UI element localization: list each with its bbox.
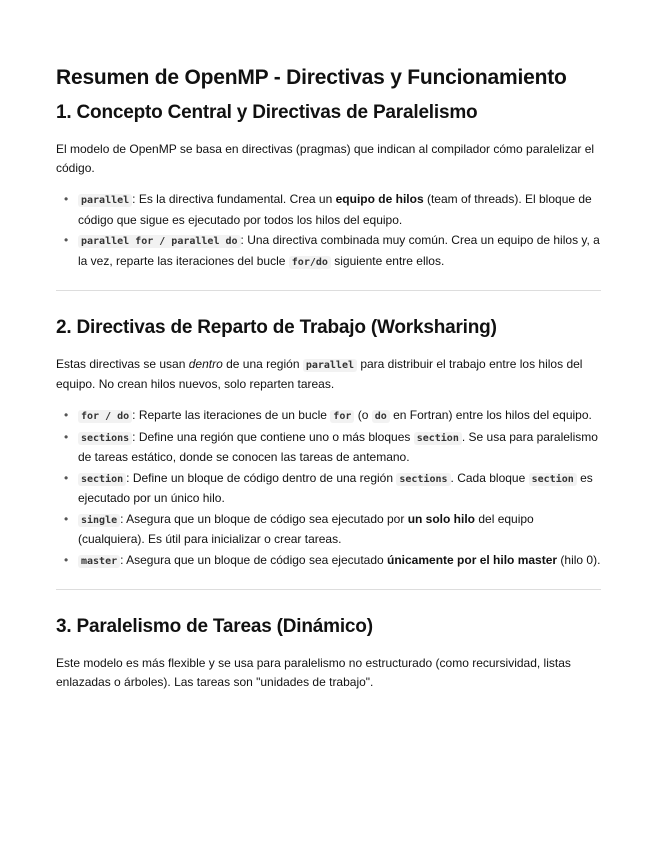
section-worksharing <box>56 315 601 571</box>
list-item-parallel-for <box>78 231 601 272</box>
list-item-sections <box>78 428 601 468</box>
intro-emphasis: dentro <box>188 357 223 371</box>
section-concepto-central <box>56 100 601 272</box>
section-intro: Este modelo es más flexible y se usa para paralelismo no estructurado (como recursividad, listas enlazadas o árboles). Las tareas son "unidades de trabajo". <box>56 656 571 689</box>
item-text: : Asegura que un bloque de código sea ejecutado por <box>120 511 408 526</box>
section-intro <box>56 355 601 394</box>
code-sections: sections <box>78 432 132 445</box>
item-text: . Se usa para paralelismo de tareas estático, donde se conocen las tareas de antemano. <box>78 429 598 464</box>
item-bold: equipo de hilos <box>335 192 424 206</box>
section-heading: 3. Paralelismo de Tareas (Dinámico) <box>56 616 373 637</box>
section-heading: 1. Concepto Central y Directivas de Paralelismo <box>56 102 478 123</box>
item-text: : Es la directiva fundamental. Crea un <box>132 192 336 206</box>
section-divider <box>56 589 601 590</box>
code-parallel: parallel <box>303 359 357 372</box>
item-text: : Reparte las iteraciones de un bucle <box>132 408 331 422</box>
code-for: for <box>330 410 354 423</box>
item-text: es ejecutado por un único hilo. <box>78 470 593 505</box>
list-item-section <box>78 469 601 509</box>
list-item-for-do <box>78 406 601 427</box>
item-text: del equipo (cualquiera). Es útil para inicializar o crear tareas. <box>78 511 534 546</box>
directive-list <box>56 190 601 272</box>
code-for-do: for/do <box>289 256 331 269</box>
code-parallel-for: parallel for / parallel do <box>78 235 241 248</box>
code-section: section <box>78 473 126 486</box>
code-for-do: for / do <box>78 410 132 423</box>
code-section: section <box>414 432 462 445</box>
section-heading: 2. Directivas de Reparto de Trabajo (Worksharing) <box>56 317 497 338</box>
intro-text: Estas directivas se usan <box>56 357 189 371</box>
item-text: (o <box>354 408 372 422</box>
code-master: master <box>78 555 120 568</box>
item-text: siguiente entre ellos. <box>330 253 445 268</box>
item-text: : Asegura que un bloque de código sea ejecutado <box>120 552 388 567</box>
item-bold: un solo hilo <box>407 511 476 526</box>
section-intro: El modelo de OpenMP se basa en directivas (pragmas) que indican al compilador cómo paralelizar el código. <box>56 142 595 175</box>
item-text: : Una directiva combinada muy común. Crea un equipo de hilos y, a la vez, reparte las iteraciones del bucle <box>78 233 600 268</box>
item-text: : Define un bloque de código dentro de una región <box>126 470 397 485</box>
list-item-single <box>78 510 601 550</box>
intro-text: para distribuir el trabajo entre los hilos del equipo. No crean hilos nuevos, solo reparten tareas. <box>56 357 583 391</box>
item-text: . Cada bloque <box>450 470 529 485</box>
directive-list <box>56 406 601 571</box>
page-title: Resumen de OpenMP - Directivas y Funcionamiento <box>56 66 567 89</box>
code-do: do <box>372 410 390 423</box>
item-text: en Fortran) entre los hilos del equipo. <box>389 408 592 422</box>
intro-text: de una región <box>222 357 303 371</box>
code-single: single <box>78 514 120 527</box>
item-text: (hilo 0). <box>557 552 601 567</box>
code-section: section <box>529 473 577 486</box>
item-bold: únicamente por el hilo master <box>387 552 558 567</box>
item-text: : Define una región que contiene uno o más bloques <box>132 429 414 444</box>
code-sections: sections <box>396 473 450 486</box>
list-item-master <box>78 551 601 572</box>
list-item-parallel <box>78 190 601 230</box>
item-text: (team of threads). El bloque de código que sigue es ejecutado por todos los hilos del equipo. <box>78 192 592 227</box>
section-tareas <box>56 614 601 692</box>
code-parallel: parallel <box>78 194 132 207</box>
section-divider <box>56 290 601 291</box>
